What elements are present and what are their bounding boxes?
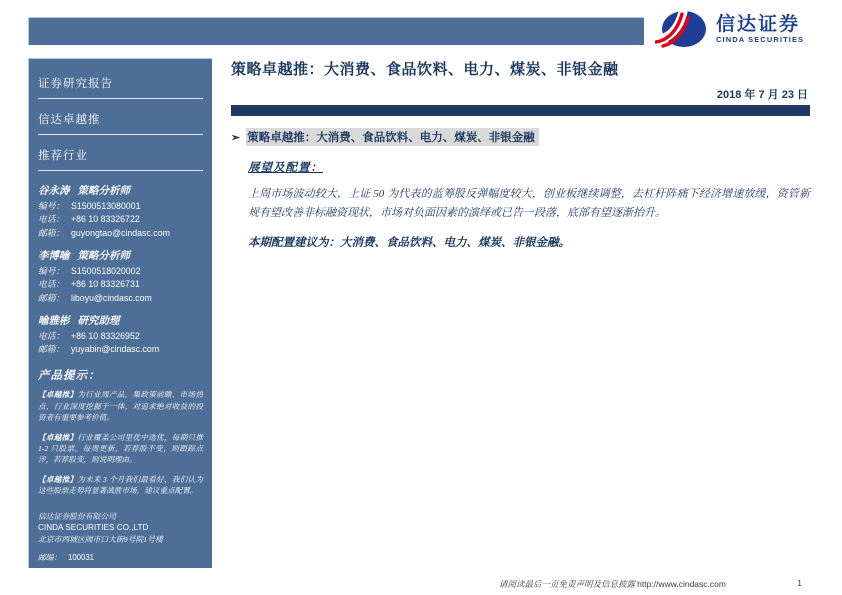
- cinda-logo: [655, 6, 813, 52]
- analyst-info-row: [38, 331, 203, 342]
- analyst-role: 策略分析师: [77, 186, 130, 197]
- info-label: 电话：: [38, 214, 65, 225]
- cinda-logo-icon: [655, 7, 709, 51]
- analyst-info-row: [38, 228, 203, 239]
- product-tip-paragraph: [38, 389, 203, 423]
- info-value: yuyabin@cindasc.com: [71, 344, 160, 355]
- title-divider-bar: [231, 105, 810, 116]
- info-value: S1500513080001: [71, 201, 141, 211]
- info-label: 编号：: [38, 201, 65, 211]
- analyst-info-row: [38, 266, 203, 277]
- info-value: S1500518020002: [71, 265, 141, 276]
- section-heading-outlook: 展望及配置：: [248, 162, 323, 174]
- bullet-heading: 策略卓越推：大消费、食品饮料、电力、煤炭、非银金融: [246, 128, 539, 146]
- info-value: guyongtao@cindasc.com: [71, 227, 170, 238]
- company-name-cn: 信达证券股份有限公司: [38, 511, 116, 521]
- footer-disclaimer: [499, 578, 726, 590]
- analyst-block: [38, 183, 203, 239]
- info-label: 邮箱：: [38, 227, 65, 238]
- logo-name-cn: 信达证券: [716, 13, 801, 35]
- analyst-info-row: [38, 344, 203, 355]
- info-value: +86 10 83326722: [71, 214, 140, 225]
- logo-name-en: CINDA SECURITIES: [716, 34, 805, 44]
- sidebar: [28, 58, 212, 568]
- info-label: 邮箱：: [38, 292, 65, 303]
- info-label: 电话：: [38, 279, 65, 290]
- allocation-recommendation: 本期配置建议为：大消费、食品饮料、电力、煤炭、非银金融。: [248, 236, 570, 249]
- disclaimer-text: 请阅读最后一页免责声明及信息披露: [499, 579, 638, 589]
- postcode-label: 邮编：: [38, 552, 62, 562]
- info-value: liboyu@cindasc.com: [71, 292, 152, 303]
- tip-text: 行业覆盖公司里优中选优，每期只推 1-2 只股票，每周更新，若荐股不变，则跟踪点评，若荐股变，则说明理由。: [38, 432, 204, 465]
- bullet-heading-row: [231, 128, 810, 146]
- page-number: 1: [797, 578, 802, 588]
- analyst-name-role: [38, 183, 203, 198]
- product-tip-paragraph: [38, 432, 203, 466]
- analyst-role: 研究助理: [77, 315, 120, 327]
- sidebar-item-recommended-industries: 推荐行业: [38, 147, 203, 171]
- analyst-name-role: [38, 313, 203, 328]
- sidebar-item-cinda-zhuoyuetui: 信达卓越推: [38, 111, 203, 135]
- page-footer: [231, 578, 810, 590]
- footer-url-link[interactable]: http://www.cindasc.com: [637, 579, 726, 589]
- analyst-name: 谷永涛: [38, 186, 70, 197]
- analyst-name: 李博喻: [38, 250, 70, 262]
- tip-tag: 【卓越推】: [38, 474, 78, 484]
- analyst-role: 策略分析师: [77, 250, 130, 262]
- logo-text: [716, 15, 804, 44]
- analyst-info-row: [38, 293, 203, 304]
- postcode-value: 100031: [68, 552, 95, 562]
- market-commentary-paragraph: 上周市场波动较大，上证 50 为代表的蓝筹股反弹幅度较大，创业板继续调整，去杠杆阵痛下经济增速放缓，资管新规有望改善非标融资现状，市场对负面因素的演绎或已告一段落，底部有望逐渐抬升。: [248, 188, 810, 220]
- analyst-info-row: [38, 201, 203, 212]
- header-band: [28, 17, 644, 45]
- product-tips-heading: 产品提示：: [38, 370, 101, 383]
- info-label: 邮箱：: [38, 344, 65, 355]
- main-content: [231, 58, 810, 250]
- info-label: 编号：: [38, 265, 65, 276]
- tip-tag: 【卓越推】: [38, 390, 78, 400]
- info-value: +86 10 83326731: [71, 279, 140, 290]
- company-name-en: CINDA SECURITIES CO.,LTD: [38, 522, 149, 532]
- company-address: 北京市西城区闹市口大街9号院1号楼: [38, 534, 163, 544]
- company-postcode-row: [38, 552, 203, 563]
- info-label: 电话：: [38, 330, 65, 341]
- analyst-name-role: [38, 248, 203, 263]
- tip-text: 为未来 3 个月我们最看好，我们认为这些股票走势将显著战胜市场，建议重点配置。: [38, 474, 204, 496]
- product-tip-paragraph: [38, 474, 203, 497]
- report-title: 策略卓越推：大消费、食品饮料、电力、煤炭、非银金融: [231, 61, 619, 78]
- analyst-info-row: [38, 214, 203, 225]
- company-info: [38, 511, 203, 564]
- analyst-block: [38, 248, 203, 304]
- info-value: +86 10 83326952: [71, 330, 140, 341]
- arrow-bullet-icon: ➢: [231, 132, 241, 144]
- tip-tag: 【卓越推】: [38, 432, 78, 442]
- tip-text: 为行业周产品，集政策前瞻、市场热点、行业深度挖掘于一体，对追求绝对收益的投资者有重要参考价值。: [38, 390, 204, 423]
- analyst-name: 喻雅彬: [38, 315, 70, 327]
- report-date: 2018 年 7 月 23 日: [716, 89, 808, 101]
- analyst-info-row: [38, 279, 203, 290]
- sidebar-item-research-report: 证券研究报告: [38, 75, 203, 99]
- analyst-block: [38, 313, 203, 355]
